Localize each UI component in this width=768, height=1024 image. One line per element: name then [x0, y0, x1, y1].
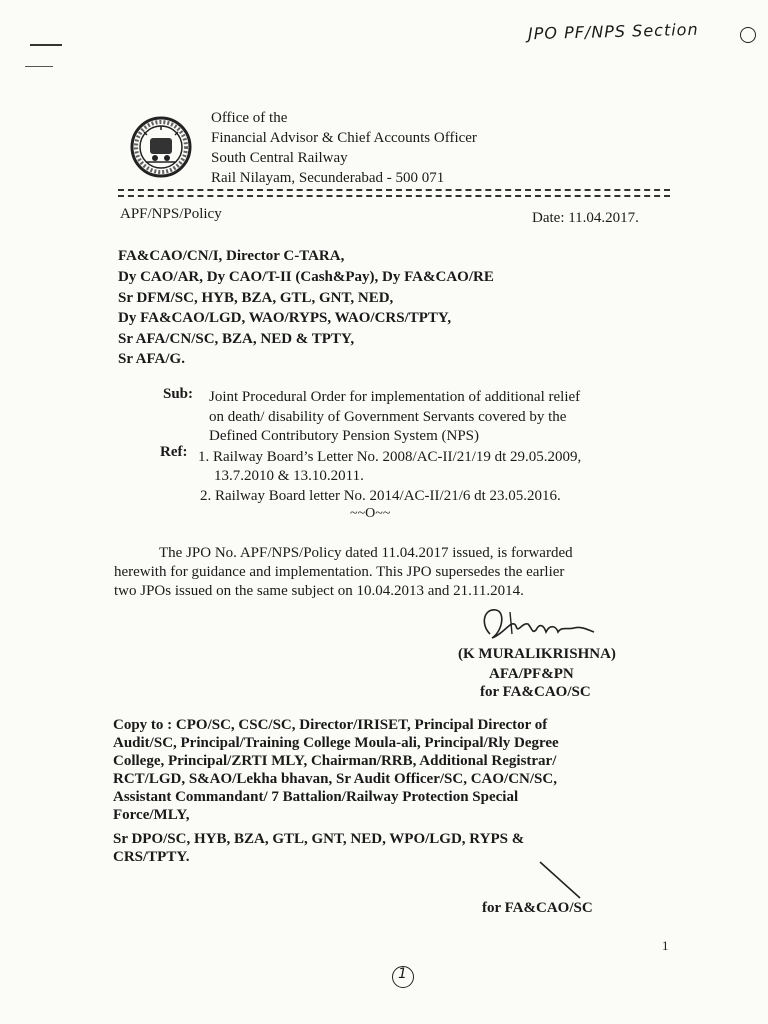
office-line: Office of the	[211, 110, 288, 126]
addressee-line: Dy FA&CAO/LGD, WAO/RYPS, WAO/CRS/TPTY,	[118, 310, 452, 326]
reference-item: 1. Railway Board’s Letter No. 2008/AC-II/21/19 dt 29.05.2009,	[198, 449, 582, 465]
railway-emblem-logo	[126, 114, 196, 180]
body-line: two JPOs issued on the same subject on 10.04.2013 and 21.11.2014.	[114, 583, 524, 599]
office-line: Financial Advisor & Chief Accounts Officer	[211, 130, 477, 146]
subject-line: Defined Contributory Pension System (NPS)	[209, 428, 479, 444]
office-line: South Central Railway	[211, 150, 348, 166]
margin-dash	[30, 44, 62, 46]
addressee-line: Dy CAO/AR, Dy CAO/T-II (Cash&Pay), Dy FA&CAO/RE	[118, 269, 494, 285]
copy-to-line: College, Principal/ZRTI MLY, Chairman/RRB, Additional Registrar/	[113, 753, 557, 769]
office-line: Rail Nilayam, Secunderabad - 500 071	[211, 170, 445, 186]
footer-for-line: for FA&CAO/SC	[482, 900, 593, 916]
margin-dash	[25, 66, 53, 67]
letter-date: Date: 11.04.2017.	[532, 210, 639, 226]
copy-to-line: Assistant Commandant/ 7 Battalion/Railway Protection Special	[113, 789, 519, 805]
copy-to-line: Force/MLY,	[113, 807, 190, 823]
body-line: herewith for guidance and implementation. This JPO supersedes the earlier	[114, 564, 565, 580]
reference-item: 13.7.2010 & 13.10.2011.	[214, 468, 364, 484]
header-rule	[118, 189, 670, 191]
circled-mark	[740, 27, 756, 43]
reference-item: 2. Railway Board letter No. 2014/AC-II/21/6 dt 23.05.2016.	[200, 488, 561, 504]
pen-stroke	[536, 858, 586, 902]
addressee-line: FA&CAO/CN/I, Director C-TARA,	[118, 248, 345, 264]
signatory-name: (K MURALIKRISHNA)	[458, 646, 616, 662]
body-line: The JPO No. APF/NPS/Policy dated 11.04.2017 issued, is forwarded	[159, 545, 573, 561]
copy-to-line: Sr DPO/SC, HYB, BZA, GTL, GNT, NED, WPO/LGD, RYPS &	[113, 831, 525, 847]
handwritten-section-note: JPO PF/NPS Section	[527, 19, 699, 44]
handwritten-signature	[476, 604, 606, 648]
copy-to-line: Copy to : CPO/SC, CSC/SC, Director/IRISET, Principal Director of	[113, 717, 548, 733]
subject-line: Joint Procedural Order for implementation of additional relief	[209, 389, 581, 405]
signatory-designation: AFA/PF&PN	[489, 666, 574, 682]
signatory-for-line: for FA&CAO/SC	[480, 684, 591, 700]
handwritten-page-mark: 1	[398, 966, 407, 982]
addressee-line: Sr AFA/CN/SC, BZA, NED & TPTY,	[118, 331, 355, 347]
addressee-line: Sr AFA/G.	[118, 351, 185, 367]
subject-line: on death/ disability of Government Servants covered by the	[209, 409, 567, 425]
reference-number: APF/NPS/Policy	[120, 206, 222, 222]
addressee-line: Sr DFM/SC, HYB, BZA, GTL, GNT, NED,	[118, 290, 394, 306]
reference-label: Ref:	[160, 444, 188, 460]
header-rule	[118, 195, 670, 197]
copy-to-line: RCT/LGD, S&AO/Lekha bhavan, Sr Audit Officer/SC, CAO/CN/SC,	[113, 771, 557, 787]
page-number: 1	[662, 938, 669, 953]
copy-to-line: CRS/TPTY.	[113, 849, 190, 865]
subject-label: Sub:	[163, 386, 194, 402]
separator-mark: ~~O~~	[350, 506, 391, 521]
copy-to-line: Audit/SC, Principal/Training College Moula-ali, Principal/Rly Degree	[113, 735, 559, 751]
